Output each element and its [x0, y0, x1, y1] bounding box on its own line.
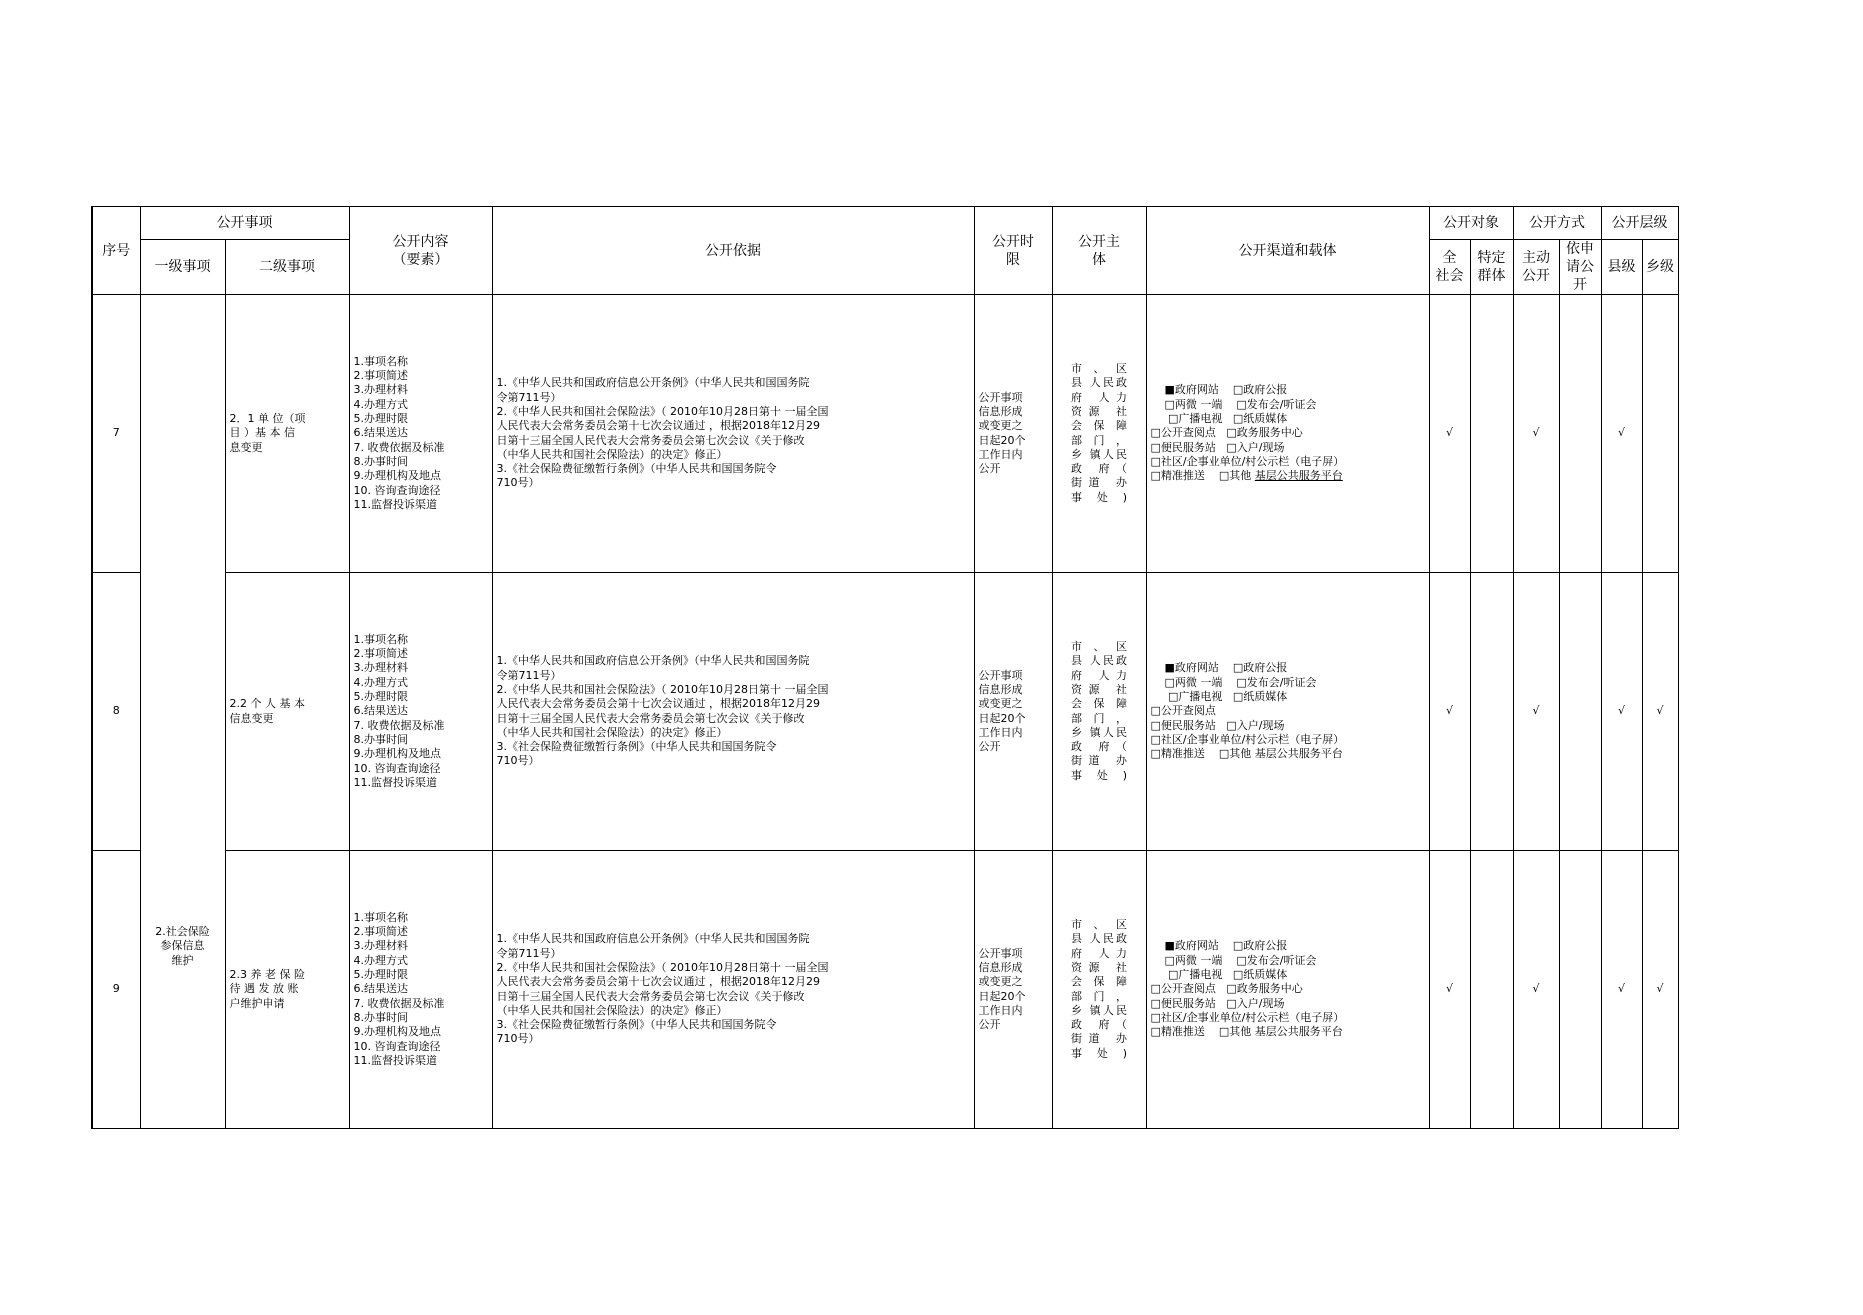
content-elements: [349, 851, 492, 1129]
basis-line: 3.《社会保险费征缴暂行条例》（中华人民共和国国务院令: [496, 1018, 777, 1032]
content-line: 10. 咨询查询途径: [353, 1039, 441, 1053]
subject-line: 会保障: [1071, 419, 1127, 433]
content-line: 9.办理机构及地点: [353, 469, 441, 483]
header-level2: 二级事项: [225, 240, 349, 295]
content-line: 3.办理材料: [353, 939, 408, 953]
channel-line: [1151, 1011, 1425, 1025]
subject-line: 乡 镇人民: [1071, 447, 1127, 461]
basis-line: 2.《中华人民共和国社会保险法》（ 2010年10月28日第十 一届全国: [496, 682, 829, 696]
check-target-specific: [1470, 295, 1513, 573]
disclosure-subject: [1052, 573, 1146, 851]
basis-line: （中华人民共和国社会保险法）的决定》修正）: [496, 725, 728, 739]
content-line: 5.办理时限: [353, 412, 408, 426]
subject-line: 政 府（: [1071, 1018, 1127, 1032]
channel-text: □社区/企事业单位/村公示栏（电子屏）: [1150, 732, 1345, 746]
content-elements: [349, 295, 492, 573]
channel-text: □广播电视 □纸质媒体: [1164, 968, 1288, 982]
channel-text: □广播电视 □纸质媒体: [1164, 690, 1288, 704]
content-line: 7. 收费依据及标准: [353, 996, 445, 1010]
subject-line: 资源 社: [1071, 960, 1127, 974]
content-line: 7. 收费依据及标准: [353, 440, 445, 454]
check-method-active: √: [1513, 573, 1559, 851]
basis-line: 2.《中华人民共和国社会保险法》（ 2010年10月28日第十 一届全国: [496, 404, 829, 418]
header-content: 公开内容 （要素）: [349, 207, 492, 295]
content-line: 6.结果送达: [353, 982, 408, 996]
check-method-request: [1559, 851, 1601, 1129]
content-line: 10. 咨询查询途径: [353, 483, 441, 497]
subject-line: 府 人力: [1071, 668, 1127, 682]
basis-line: 3.《社会保险费征缴暂行条例》（中华人民共和国国务院令: [496, 462, 777, 476]
header-level-group: 公开层级: [1601, 207, 1678, 240]
subject-line: 事处): [1071, 1046, 1127, 1060]
channel-line: [1151, 747, 1425, 761]
channel-line: [1151, 676, 1425, 690]
header-target-group: 公开对象: [1429, 207, 1513, 240]
channel-line: [1151, 704, 1425, 718]
subject-line: 事处): [1071, 490, 1127, 504]
header-method-request: 依申 请公 开: [1559, 240, 1601, 295]
basis-line: 1.《中华人民共和国政府信息公开条例》（中华人民共和国国务院: [496, 654, 810, 668]
content-line: 1.事项名称: [353, 632, 408, 646]
subject-line: 市 、 区: [1071, 362, 1127, 376]
subject-line: 街道 办: [1071, 476, 1127, 490]
basis-line: 令第711号）: [496, 668, 562, 682]
channel-text: ■政府网站 □政府公报: [1164, 661, 1288, 675]
channel-line: [1151, 968, 1425, 982]
channel-line: [1151, 412, 1425, 426]
channel-line: [1151, 455, 1425, 469]
subject-line: 街道 办: [1071, 1032, 1127, 1046]
channel-line: [1151, 1025, 1425, 1039]
check-method-active: √: [1513, 295, 1559, 573]
level2-item: 2．1 单 位（项 目 ）基 本 信 息变更: [225, 295, 349, 573]
content-line: 2.事项简述: [353, 647, 408, 661]
subject-line: 市 、 区: [1071, 640, 1127, 654]
subject-line: 政 府（: [1071, 462, 1127, 476]
content-line: 11.监督投诉渠道: [353, 1053, 437, 1067]
disclosure-channel: [1146, 295, 1429, 573]
channel-text: □便民服务站 □入户/现场: [1150, 996, 1285, 1010]
table-row: [92, 573, 1678, 851]
subject-line: 会保障: [1071, 975, 1127, 989]
header-method-active: 主动 公开: [1513, 240, 1559, 295]
channel-line: [1151, 997, 1425, 1011]
channel-text: □公开查阅点 □政务服务中心: [1150, 982, 1303, 996]
channel-text: □便民服务站 □入户/现场: [1150, 718, 1285, 732]
basis-line: 1.《中华人民共和国政府信息公开条例》（中华人民共和国国务院: [496, 932, 810, 946]
level2-item: 2.2 个 人 基 本 信息变更: [225, 573, 349, 851]
content-line: 5.办理时限: [353, 690, 408, 704]
check-target-specific: [1470, 851, 1513, 1129]
channel-line: [1151, 719, 1425, 733]
channel-text: □社区/企事业单位/村公示栏（电子屏）: [1150, 454, 1345, 468]
header-channel: 公开渠道和载体: [1146, 207, 1429, 295]
content-line: 7. 收费依据及标准: [353, 718, 445, 732]
subject-line: 资源 社: [1071, 404, 1127, 418]
header-basis: 公开依据: [492, 207, 974, 295]
row-seq: 8: [92, 573, 140, 851]
table-row: [92, 851, 1678, 1129]
subject-line: 市 、 区: [1071, 918, 1127, 932]
check-level-town: √: [1642, 573, 1678, 851]
header-seq: 序号: [92, 207, 140, 295]
level1-item: 2.社会保险 参保信息 维护: [140, 295, 225, 1129]
subject-line: 乡 镇人民: [1071, 725, 1127, 739]
basis-line: （中华人民共和国社会保险法）的决定》修正）: [496, 447, 728, 461]
check-target-all: √: [1429, 573, 1470, 851]
level2-item: 2.3 养 老 保 险 待 遇 发 放 账 户维护申请: [225, 851, 349, 1129]
subject-line: 县 人民政: [1071, 932, 1127, 946]
basis-line: 3.《社会保险费征缴暂行条例》（中华人民共和国国务院令: [496, 740, 777, 754]
channel-line: [1151, 469, 1425, 483]
content-line: 1.事项名称: [353, 354, 408, 368]
content-line: 3.办理材料: [353, 661, 408, 675]
channel-line: [1151, 661, 1425, 675]
subject-line: 府 人力: [1071, 946, 1127, 960]
channel-line: [1151, 954, 1425, 968]
subject-line: 街道 办: [1071, 754, 1127, 768]
subject-line: 县 人民政: [1071, 654, 1127, 668]
channel-text: □两微 一端 □发布会/听证会: [1164, 675, 1317, 689]
check-method-request: [1559, 573, 1601, 851]
channel-line: [1151, 939, 1425, 953]
check-target-specific: [1470, 573, 1513, 851]
header-method-group: 公开方式: [1513, 207, 1601, 240]
channel-text: □精准推送 □其他: [1150, 469, 1255, 483]
header-level1: 一级事项: [140, 240, 225, 295]
header-subject: 公开主 体: [1052, 207, 1146, 295]
header-time: 公开时 限: [974, 207, 1052, 295]
basis-line: 令第711号）: [496, 390, 562, 404]
disclosure-time: 公开事项 信息形成 或变更之 日起20个 工作日内 公开: [974, 851, 1052, 1129]
basis-line: 1.《中华人民共和国政府信息公开条例》（中华人民共和国国务院: [496, 376, 810, 390]
channel-text: □两微 一端 □发布会/听证会: [1164, 397, 1317, 411]
content-line: 9.办理机构及地点: [353, 1025, 441, 1039]
channel-text: □精准推送 □其他 基层公共服务平台: [1150, 1025, 1343, 1039]
content-line: 2.事项简述: [353, 369, 408, 383]
check-target-all: √: [1429, 295, 1470, 573]
subject-line: 部门，: [1071, 989, 1127, 1003]
basis-line: 2.《中华人民共和国社会保险法》（ 2010年10月28日第十 一届全国: [496, 960, 829, 974]
header-level-town: 乡级: [1642, 240, 1678, 295]
channel-underlined: 基层公共服务平台: [1254, 469, 1343, 483]
subject-line: 事处): [1071, 768, 1127, 782]
channel-line: [1151, 982, 1425, 996]
content-line: 4.办理方式: [353, 953, 408, 967]
check-level-county: √: [1601, 573, 1642, 851]
check-target-all: √: [1429, 851, 1470, 1129]
content-line: 8.办事时间: [353, 732, 408, 746]
channel-line: [1151, 398, 1425, 412]
disclosure-table: [91, 206, 1679, 1129]
basis-line: （中华人民共和国社会保险法）的决定》修正）: [496, 1003, 728, 1017]
content-line: 11.监督投诉渠道: [353, 775, 437, 789]
basis-line: 710号）: [496, 476, 540, 490]
disclosure-basis: [492, 573, 974, 851]
subject-line: 部门，: [1071, 711, 1127, 725]
subject-line: 府 人力: [1071, 390, 1127, 404]
content-line: 5.办理时限: [353, 968, 408, 982]
content-line: 10. 咨询查询途径: [353, 761, 441, 775]
content-line: 6.结果送达: [353, 426, 408, 440]
subject-line: 部门，: [1071, 433, 1127, 447]
content-line: 3.办理材料: [353, 383, 408, 397]
channel-line: [1151, 441, 1425, 455]
channel-text: □公开查阅点: [1150, 704, 1216, 718]
channel-text: ■政府网站 □政府公报: [1164, 383, 1288, 397]
header-target-specific: 特定 群体: [1470, 240, 1513, 295]
disclosure-basis: [492, 851, 974, 1129]
content-line: 4.办理方式: [353, 675, 408, 689]
subject-line: 会保障: [1071, 697, 1127, 711]
content-line: 8.办事时间: [353, 1010, 408, 1024]
channel-text: ■政府网站 □政府公报: [1164, 939, 1288, 953]
basis-line: 日第十三届全国人民代表大会常务委员会第七次会议《关于修改: [496, 989, 805, 1003]
basis-line: 710号）: [496, 1032, 540, 1046]
table-row: [92, 295, 1678, 573]
channel-text: □广播电视 □纸质媒体: [1164, 412, 1288, 426]
row-seq: 7: [92, 295, 140, 573]
basis-line: 人民代表大会常务委员会第十七次会议通过 ，根据2018年12月29: [496, 419, 820, 433]
channel-text: □社区/企事业单位/村公示栏（电子屏）: [1150, 1010, 1345, 1024]
header-items-group: 公开事项: [140, 207, 349, 240]
disclosure-channel: [1146, 573, 1429, 851]
channel-text: □便民服务站 □入户/现场: [1150, 440, 1285, 454]
check-level-town: √: [1642, 851, 1678, 1129]
subject-line: 资源 社: [1071, 682, 1127, 696]
content-line: 8.办事时间: [353, 454, 408, 468]
content-elements: [349, 573, 492, 851]
content-line: 2.事项简述: [353, 925, 408, 939]
basis-line: 日第十三届全国人民代表大会常务委员会第七次会议《关于修改: [496, 711, 805, 725]
check-method-request: [1559, 295, 1601, 573]
content-line: 11.监督投诉渠道: [353, 497, 437, 511]
row-seq: 9: [92, 851, 140, 1129]
basis-line: 710号）: [496, 754, 540, 768]
channel-line: [1151, 690, 1425, 704]
subject-line: 乡 镇人民: [1071, 1003, 1127, 1017]
disclosure-basis: [492, 295, 974, 573]
disclosure-time: 公开事项 信息形成 或变更之 日起20个 工作日内 公开: [974, 295, 1052, 573]
check-level-county: √: [1601, 295, 1642, 573]
header-level-county: 县级: [1601, 240, 1642, 295]
content-line: 9.办理机构及地点: [353, 747, 441, 761]
channel-line: [1151, 426, 1425, 440]
basis-line: 日第十三届全国人民代表大会常务委员会第七次会议《关于修改: [496, 433, 805, 447]
basis-line: 令第711号）: [496, 946, 562, 960]
header-target-all: 全 社会: [1429, 240, 1470, 295]
channel-text: □两微 一端 □发布会/听证会: [1164, 953, 1317, 967]
channel-text: □精准推送 □其他 基层公共服务平台: [1150, 747, 1343, 761]
check-level-county: √: [1601, 851, 1642, 1129]
check-method-active: √: [1513, 851, 1559, 1129]
disclosure-channel: [1146, 851, 1429, 1129]
channel-line: [1151, 383, 1425, 397]
basis-line: 人民代表大会常务委员会第十七次会议通过 ，根据2018年12月29: [496, 697, 820, 711]
channel-text: □公开查阅点 □政务服务中心: [1150, 426, 1303, 440]
content-line: 4.办理方式: [353, 397, 408, 411]
disclosure-time: 公开事项 信息形成 或变更之 日起20个 工作日内 公开: [974, 573, 1052, 851]
channel-line: [1151, 733, 1425, 747]
subject-line: 县 人民政: [1071, 376, 1127, 390]
disclosure-subject: [1052, 295, 1146, 573]
disclosure-subject: [1052, 851, 1146, 1129]
basis-line: 人民代表大会常务委员会第十七次会议通过 ，根据2018年12月29: [496, 975, 820, 989]
content-line: 1.事项名称: [353, 910, 408, 924]
content-line: 6.结果送达: [353, 704, 408, 718]
check-level-town: [1642, 295, 1678, 573]
subject-line: 政 府（: [1071, 740, 1127, 754]
